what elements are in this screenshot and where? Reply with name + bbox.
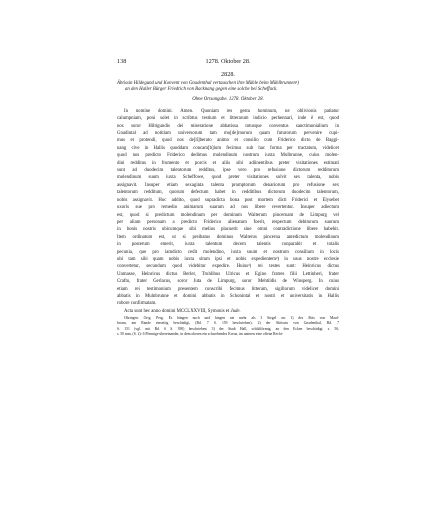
text-line: Crafto, frater Gerlacus, soror Juta de Limpurg, soror Mehtildis de Winsperg. In cuius bbox=[117, 279, 339, 285]
text-line: etiam rei testimonium presentem conscribi fecimus litteram, sigillorum videlicet domini bbox=[117, 286, 339, 292]
acta-line bbox=[117, 308, 339, 315]
text-line: uxoris sue pro remedio animarum suarum ad nos libere revertentur. Insuper adiectum bbox=[117, 205, 339, 211]
regest-line: an den Haller Bürger Friedrich von Backnang gegen eine solche bei Scheffack. bbox=[125, 87, 278, 93]
text-line: In nomine domini. Amen. Quoniam res gesta hominum, ne oblivionis patiatur bbox=[124, 108, 339, 114]
note-line: S. 151 (vgl. mit Bd. 6 S. 390) beschrieben; 3) der Stadt Hall, schildförmig, an den Ecken beschädigt, s. 56, bbox=[117, 326, 339, 331]
text-line: mus et protendi, quod nos de[li]berato animo et consilio cum Friderico dicto de Baggi- bbox=[117, 138, 339, 144]
acta-feast-name: Jude. bbox=[230, 309, 241, 315]
text-line: quod nos predicto Friderico dedimus molendinum nostrum iuxta Mulbrunne, cuius molen- bbox=[117, 153, 339, 159]
text-line: per aliam personam a predicto Friderico alienatum foerit, respectum debitorum suorum bbox=[117, 219, 339, 225]
text-line: abbatis in Mulnbrunne et domini abbatis in Schonintal et nostri et universitatis in Hallis bbox=[117, 293, 339, 299]
text-line: in bonis nostris ubicumque sibi melius placuerit sine omni contradictione libere habebit. bbox=[117, 227, 339, 233]
regest bbox=[117, 81, 339, 94]
place-and-date: Ohne Ortsangabe. 1278. Oktober 28. bbox=[192, 96, 264, 102]
text-line: molendinum suum iuxta Scheffowe, quod preter visitationes solvit sex talenta, nobis bbox=[117, 175, 339, 181]
note-line: s. 50 mm, (S. 2): 6 Pfennige übereinander, in dem oberen ein schwebendes Kreuz, im unteren eine offene Recht- bbox=[117, 332, 283, 337]
text-line: in posterum emerit, iuxta talentum decem talentis conparabit et totalis bbox=[117, 242, 339, 248]
text-line: sunt ad duodecim talentorum redditus, ipse vero pro refusione dictorum redditorum bbox=[117, 168, 339, 174]
text-line: Gnadintal ad notitiam universorum tam mo[de]rnorum quam futurorum pervenire cupi- bbox=[117, 131, 339, 137]
text-line: dini redditus in frumento et porcis et aliis sibi adiinentibus preter visitationes estimati bbox=[117, 160, 339, 166]
source-notes bbox=[117, 316, 339, 338]
text-line: convertetur, secundum quod videbitur expedire. Huius³) rei testes sunt: Heinricus dictus bbox=[117, 264, 339, 270]
text-line: Item ordinatum est, ut si preibatus dominus Walterus pincerna antedictum molendinum bbox=[117, 234, 339, 240]
note-line: Öhringen. Orig. Perg. Es hängen noch und hingen nie mehr als 3 Siegel an: 1) des Abts von Maul- bbox=[124, 315, 339, 320]
note-line: bronn, am Rande einseitig beschädigt, (Bd. 7 S. 159 beschrieben); 2) der Äbtissin von Gnadenthal, Bd. 7 bbox=[117, 321, 339, 326]
page-header bbox=[117, 56, 339, 67]
text-line: nos soror Hiltigundis dei miseratione abbatissa totusque conventus sanctimonialium in bbox=[117, 123, 339, 129]
text-line: ubi tam sibi quam nobis iuxta situm ipsi et nobis expedientem²) in usus nostre ecclesie bbox=[117, 256, 339, 262]
regest-line: Äbtissin Hildegund und Konvent von Gnadenthal vertauschen ihre Mühle beim Mühlbrunnen¹) bbox=[117, 81, 299, 86]
running-head-date: 1278. Oktober 28. bbox=[205, 58, 251, 65]
document-page bbox=[117, 56, 339, 338]
text-line: Unmasse, Heinricus dictus Berler, Truhlibus Ulricus et Egino fratres filii Lettinheri, frater bbox=[117, 271, 339, 277]
text-line: est, quod si predictum molendinum per dominum Walterum pincernam de Limpurg vel bbox=[117, 212, 339, 218]
text-line: talentorum redditum, quorum defectum habet in redditibus dictorum duodecim talentorum, bbox=[117, 190, 339, 196]
text-line: pecunia, que pro iamdicto cedit molendino, iuxta suum et nostrum consilium in locis bbox=[117, 249, 339, 255]
text-line: assignavit. Insuper etiam sexaginta talenta promptorum denariorum pro refusione sex bbox=[117, 182, 339, 188]
charter-text bbox=[117, 108, 339, 308]
text-line: nobis assignavit. Hoc addito, quod supradicta bona post mortem dicti Friderici et Elysebet bbox=[117, 197, 339, 203]
acta-text: Acta sunt hec anno domini MCCLXXVIII, Symonis et bbox=[124, 309, 230, 315]
text-line: robore confirmatam. bbox=[117, 301, 157, 307]
document-number: 2828. bbox=[221, 71, 235, 78]
page-number: 138 bbox=[117, 58, 127, 65]
text-line: nang cive in Hallis quoddam concam[b]ium fecimus sub hac forma per tractatum, videlicet bbox=[117, 145, 339, 151]
text-line: calumpniam, poni solet in scribtus testium et litterarum indicio perhennari, inde ẽ est, quod bbox=[117, 116, 339, 122]
